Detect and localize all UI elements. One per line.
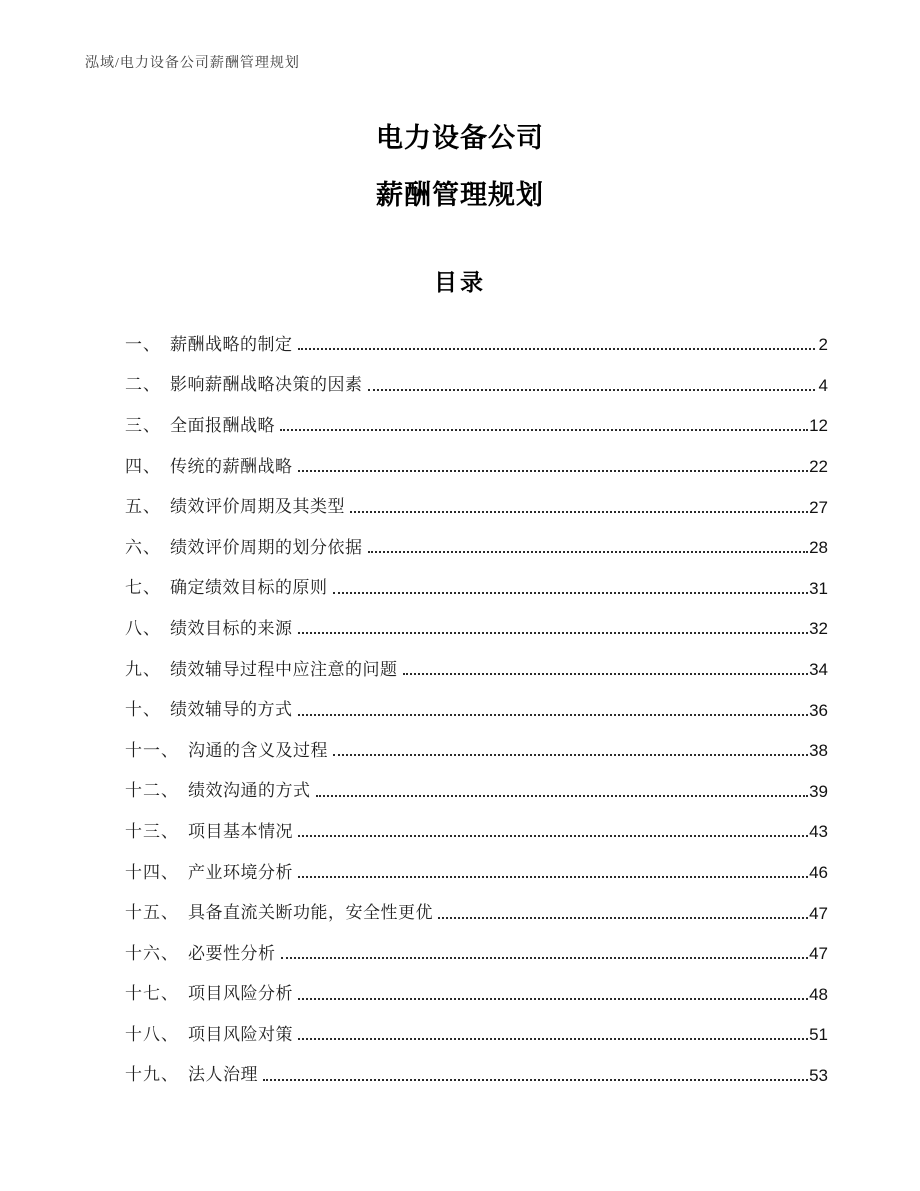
- toc-entry-page: 32: [809, 619, 828, 639]
- toc-dot-leader: [280, 415, 808, 431]
- toc-entry[interactable]: [125, 606, 828, 647]
- toc-entry-page: 31: [809, 578, 828, 598]
- toc-dot-leader: [368, 375, 816, 391]
- toc-entry-page: 34: [809, 660, 828, 680]
- toc-entry-page: 38: [809, 741, 828, 761]
- toc-dot-leader: [281, 943, 809, 959]
- toc-entry-number: 八、: [125, 618, 161, 638]
- document-title-line2: 薪酬管理规划: [376, 180, 544, 210]
- toc-entry[interactable]: [125, 1053, 828, 1094]
- toc-entry-title: 确定绩效目标的原则: [170, 578, 328, 598]
- toc-entry-page: 47: [809, 903, 828, 923]
- toc-dot-leader: [333, 740, 808, 756]
- toc-entry[interactable]: [125, 566, 828, 607]
- toc-dot-leader: [316, 781, 809, 797]
- toc-entry-page: 27: [809, 497, 828, 517]
- toc-entry-title: 项目风险对策: [188, 1024, 293, 1044]
- toc-dot-leader: [298, 618, 809, 634]
- toc-entry-title: 项目风险分析: [188, 984, 293, 1004]
- toc-entry-page: 22: [809, 457, 828, 477]
- toc-entry[interactable]: [125, 809, 828, 850]
- toc-dot-leader: [298, 334, 816, 350]
- toc-dot-leader: [350, 497, 808, 513]
- document-title-line1: 电力设备公司: [376, 123, 544, 153]
- toc-entry[interactable]: [125, 322, 828, 363]
- toc-entry-title: 绩效评价周期及其类型: [170, 497, 345, 517]
- toc-dot-leader: [298, 984, 808, 1000]
- toc-entry-title: 绩效辅导过程中应注意的问题: [170, 659, 398, 679]
- toc-entry[interactable]: [125, 972, 828, 1013]
- toc-entry-page: 12: [809, 416, 828, 436]
- toc-entry-page: 47: [809, 944, 828, 964]
- toc-list: [125, 322, 828, 1093]
- toc-entry-number: 十一、: [125, 740, 179, 760]
- toc-entry-number: 九、: [125, 659, 161, 679]
- toc-entry[interactable]: [125, 687, 828, 728]
- toc-entry-page: 51: [809, 1025, 828, 1045]
- toc-entry-page: 53: [809, 1065, 828, 1085]
- toc-entry-number: 七、: [125, 578, 161, 598]
- toc-entry[interactable]: [125, 647, 828, 688]
- toc-entry-number: 十五、: [125, 903, 179, 923]
- toc-dot-leader: [333, 578, 809, 594]
- toc-entry[interactable]: [125, 890, 828, 931]
- document-header: 泓域/电力设备公司薪酬管理规划: [85, 56, 300, 71]
- toc-heading: 目录: [434, 269, 486, 295]
- toc-entry[interactable]: [125, 363, 828, 404]
- toc-entry-number: 十九、: [125, 1065, 179, 1085]
- toc-entry-page: 46: [809, 863, 828, 883]
- toc-entry-title: 传统的薪酬战略: [170, 456, 293, 476]
- toc-entry[interactable]: [125, 1012, 828, 1053]
- toc-entry-number: 一、: [125, 334, 161, 354]
- toc-entry[interactable]: [125, 850, 828, 891]
- toc-entry[interactable]: [125, 525, 828, 566]
- toc-entry-number: 十三、: [125, 821, 179, 841]
- toc-entry-title: 产业环境分析: [188, 862, 293, 882]
- toc-entry[interactable]: [125, 444, 828, 485]
- toc-entry-number: 五、: [125, 497, 161, 517]
- toc-entry-title: 法人治理: [188, 1065, 258, 1085]
- toc-entry-number: 十六、: [125, 943, 179, 963]
- toc-entry-title: 绩效目标的来源: [170, 618, 293, 638]
- toc-entry[interactable]: [125, 484, 828, 525]
- toc-dot-leader: [298, 862, 808, 878]
- toc-entry-title: 薪酬战略的制定: [170, 334, 293, 354]
- toc-entry-title: 绩效沟通的方式: [188, 781, 311, 801]
- toc-dot-leader: [403, 659, 809, 675]
- toc-entry[interactable]: [125, 403, 828, 444]
- toc-entry-page: 4: [818, 375, 828, 395]
- toc-entry-number: 十四、: [125, 862, 179, 882]
- toc-dot-leader: [298, 700, 809, 716]
- toc-entry-page: 48: [809, 984, 828, 1004]
- toc-entry-number: 六、: [125, 537, 161, 557]
- toc-entry-number: 十二、: [125, 781, 179, 801]
- toc-entry-number: 三、: [125, 415, 161, 435]
- toc-entry-title: 具备直流关断功能，安全性更优: [188, 903, 433, 923]
- toc-dot-leader: [298, 1024, 808, 1040]
- toc-entry-title: 绩效评价周期的划分依据: [170, 537, 363, 557]
- toc-dot-leader: [263, 1065, 808, 1081]
- toc-dot-leader: [438, 903, 808, 919]
- toc-dot-leader: [298, 821, 808, 837]
- toc-entry-number: 十八、: [125, 1024, 179, 1044]
- toc-entry-page: 43: [809, 822, 828, 842]
- toc-entry-page: 36: [809, 700, 828, 720]
- toc-entry-title: 项目基本情况: [188, 821, 293, 841]
- toc-entry-page: 2: [818, 335, 828, 355]
- toc-entry-page: 39: [809, 781, 828, 801]
- toc-entry-page: 28: [809, 538, 828, 558]
- toc-entry[interactable]: [125, 931, 828, 972]
- toc-entry-number: 二、: [125, 375, 161, 395]
- toc-entry-number: 十、: [125, 700, 161, 720]
- toc-entry-title: 沟通的含义及过程: [188, 740, 328, 760]
- toc-entry-number: 四、: [125, 456, 161, 476]
- toc-entry-title: 必要性分析: [188, 943, 276, 963]
- toc-entry-title: 全面报酬战略: [170, 415, 275, 435]
- toc-entry[interactable]: [125, 769, 828, 810]
- toc-dot-leader: [298, 456, 809, 472]
- toc-entry-title: 绩效辅导的方式: [170, 700, 293, 720]
- toc-entry-title: 影响薪酬战略决策的因素: [170, 375, 363, 395]
- toc-dot-leader: [368, 537, 809, 553]
- toc-entry[interactable]: [125, 728, 828, 769]
- toc-entry-number: 十七、: [125, 984, 179, 1004]
